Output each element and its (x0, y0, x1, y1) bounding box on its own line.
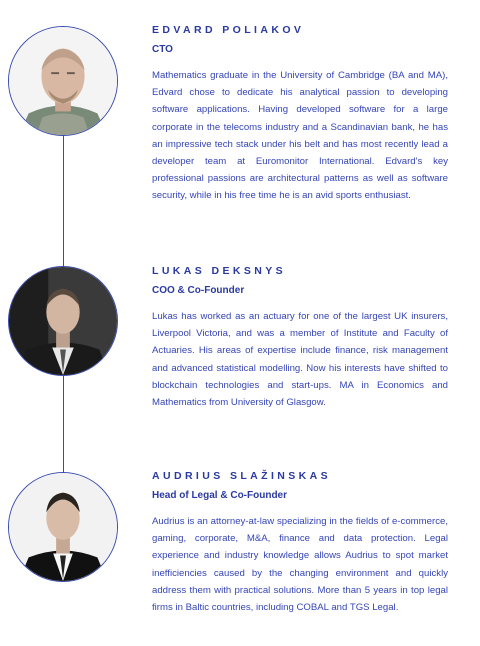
member-card-audrius (152, 470, 448, 616)
avatar-audrius (8, 472, 118, 582)
member-bio: Mathematics graduate in the University of Cambridge (BA and MA), Edvard chose to dedicate his analytical passion to developing software applications. Having developed software for a large corporate in the telecoms industry and a Scandinavian bank, he has an impressive tech stack under his belt and has most recently lead a developer team at Euromonitor International. Edvard's key professional passions are architectural patterns as well as software security, while in his free time he is an avid sports enthusiast. (152, 70, 448, 202)
member-role: Head of Legal & Co-Founder (152, 490, 287, 501)
member-card-edvard (152, 24, 448, 205)
portrait-photo (9, 473, 117, 581)
member-card-lukas (152, 265, 448, 411)
member-bio: Lukas has worked as an actuary for one of the largest UK insurers, Liverpool Victoria, and was a member of Institute and Faculty of Actuaries. His areas of expertise include finance, risk management and advanced statistical modelling. Now his interests have shifted to blockchain technologies and start-ups. MA in Economics and Mathematics from University of Glasgow. (152, 311, 448, 409)
member-name: AUDRIUS SLAŽINSKAS (152, 470, 332, 482)
member-name: EDVARD POLIAKOV (152, 24, 305, 36)
portrait-photo (9, 267, 117, 375)
avatar-lukas (8, 266, 118, 376)
member-bio: Audrius is an attorney-at-law specializing in the fields of e-commerce, gaming, corporate, M&A, finance and data protection. Legal experience and industry knowledge allows Audrius to spot market inefficiencies caused by the changing environment and quickly address them with practical solutions. More than 5 years in top legal firms in Baltic countries, including COBAL and TGS Legal. (152, 516, 448, 614)
member-role: CTO (152, 44, 173, 55)
portrait-photo (9, 27, 117, 135)
member-name: LUKAS DEKSNYS (152, 265, 287, 277)
avatar-edvard (8, 26, 118, 136)
member-role: COO & Co-Founder (152, 285, 245, 296)
